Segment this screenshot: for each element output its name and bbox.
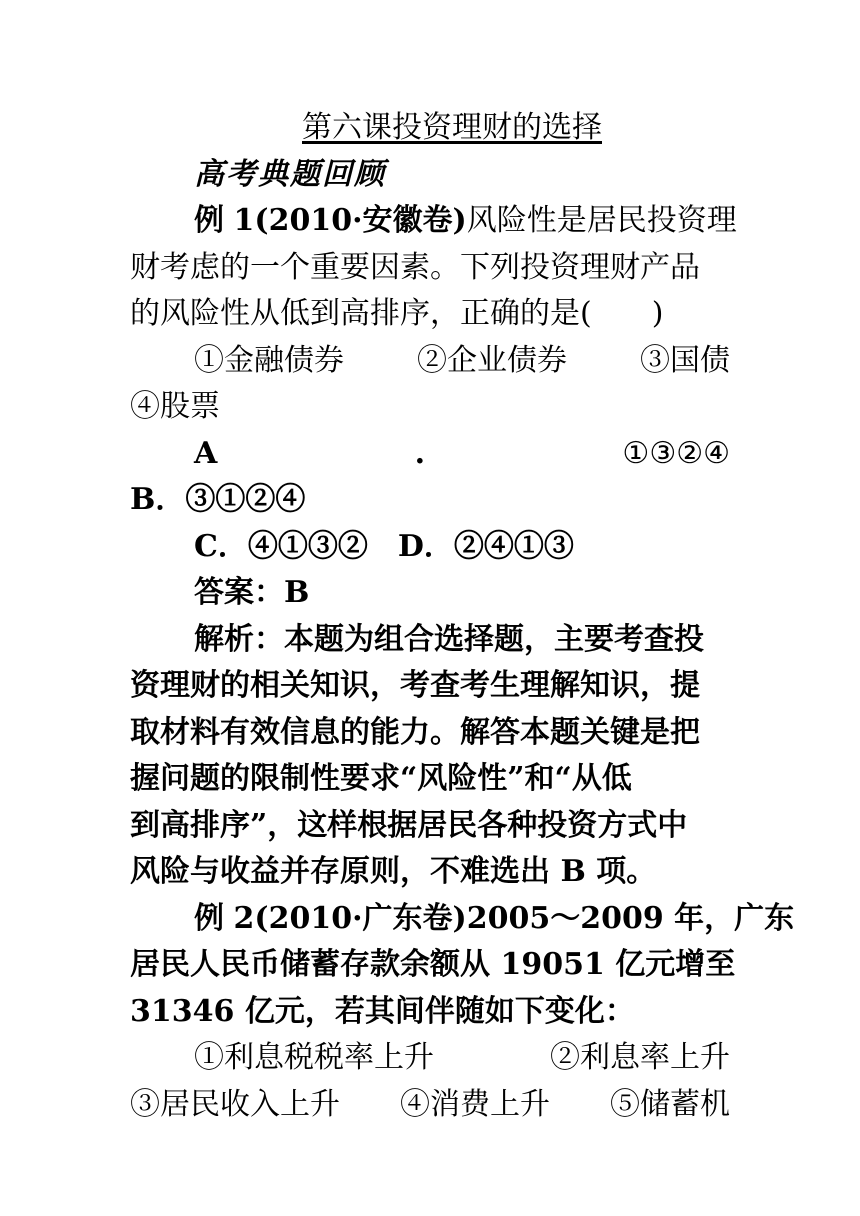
example2-item-5: ⑤储蓄机 <box>610 1086 730 1122</box>
document-page <box>130 105 795 1128</box>
answer-value: B <box>284 575 310 610</box>
example1-item-4: ④股票 <box>130 389 220 424</box>
example2-items-row-1 <box>130 1035 730 1082</box>
example1-option-b: B．③①②④ <box>130 482 306 517</box>
example2-stem-text1: 2005～2009 年，广东 <box>466 900 795 936</box>
example2-stem-line1 <box>130 896 795 943</box>
analysis-line-5: 到高排序”，这样根据居民各种投资方式中 <box>130 807 688 843</box>
example2-number: 2(2010·广东卷) <box>233 900 467 936</box>
example2-items-row-2 <box>130 1082 730 1129</box>
example2-item-2: ②利息率上升 <box>550 1040 730 1075</box>
analysis-line-2: 资理财的相关知识，考查考生理解知识，提 <box>130 668 700 703</box>
example2-label: 例 <box>194 900 224 936</box>
example1-number: 1(2010·安徽卷) <box>233 203 467 238</box>
example1-stem-text1: 风险性是居民投资理 <box>466 203 737 238</box>
example2-item-1: ①利息税税率上升 <box>194 1040 434 1075</box>
section-heading: 高考典题回顾 <box>194 156 386 192</box>
example1-option-c: C．④①③② <box>194 528 368 564</box>
analysis-label: 解析： <box>194 621 284 657</box>
example1-stem-line3: 的风险性从低到高排序，正确的是( ) <box>130 296 664 331</box>
example1-item-3: ③国债 <box>640 342 730 378</box>
option-a-letter: A <box>194 435 218 471</box>
example1-stem-line1 <box>130 198 737 245</box>
example2-item-4: ④消费上升 <box>400 1086 550 1122</box>
example1-label: 例 <box>194 203 224 238</box>
analysis-line-6: 风险与收益并存原则，不难选出 B 项。 <box>130 854 657 889</box>
example1-options-cd <box>130 524 730 571</box>
example1-item-2: ②企业债券 <box>417 342 567 378</box>
example2-stem-line2: 居民人民币储蓄存款余额从 19051 亿元增至 <box>130 947 736 982</box>
analysis-line-4: 握问题的限制性要求“风险性”和“从低 <box>130 761 632 796</box>
example2-stem-line3: 31346 亿元，若其间伴随如下变化： <box>130 993 635 1029</box>
example1-option-d: D．②④①③ <box>397 528 574 564</box>
example1-stem-line2: 财考虑的一个重要因素。下列投资理财产品 <box>130 249 700 285</box>
analysis-line-1 <box>130 617 730 664</box>
option-a-dot: . <box>414 435 426 471</box>
example1-answer <box>130 570 730 617</box>
analysis-line-3: 取材料有效信息的能力。解答本题关键是把 <box>130 714 700 750</box>
analysis-text-1: 本题为组合选择题，主要考查投 <box>284 621 704 657</box>
option-a-value: ①③②④ <box>622 435 730 471</box>
example1-items-row <box>130 338 730 385</box>
example1-item-1: ①金融债券 <box>194 342 344 378</box>
example1-option-a <box>130 431 730 478</box>
page-title: 第六课投资理财的选择 <box>302 110 602 145</box>
example2-item-3: ③居民收入上升 <box>130 1086 340 1122</box>
answer-label: 答案： <box>194 575 284 610</box>
